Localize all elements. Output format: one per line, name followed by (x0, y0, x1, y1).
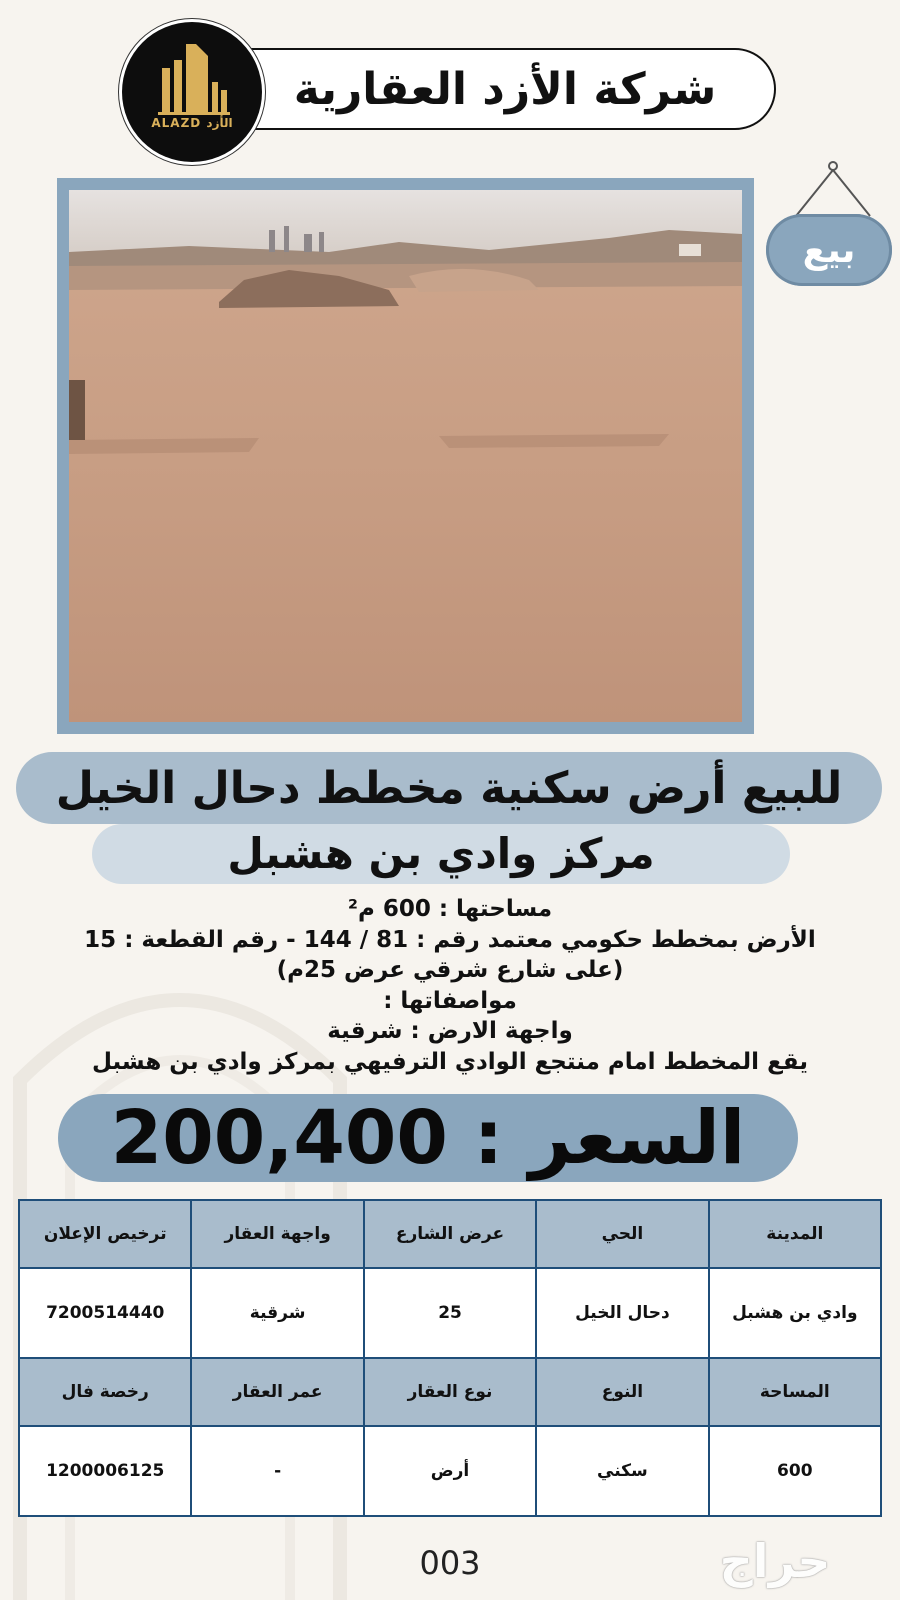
price: السعر : 200,400 (110, 1095, 746, 1181)
value-city: وادي بن هشبل (709, 1268, 881, 1358)
page-number: 003 (419, 1544, 481, 1582)
company-logo (122, 22, 262, 162)
header-property-type: نوع العقار (364, 1358, 536, 1426)
table-header-row (19, 1358, 881, 1426)
tag-hanger-icon (790, 160, 880, 220)
header-area: المساحة (709, 1358, 881, 1426)
header-facade: واجهة العقار (191, 1200, 363, 1268)
value-area: 600 (709, 1426, 881, 1516)
header-city: المدينة (709, 1200, 881, 1268)
watermark-text: حراج (719, 1534, 831, 1588)
table-header-row (19, 1200, 881, 1268)
header-ad-license: ترخيص الإعلان (19, 1200, 191, 1268)
detail-plan: الأرض بمخطط حكومي معتمد رقم : 81 / 144 - رقم القطعة : 15 (84, 926, 816, 953)
listing-subtitle: مركز وادي بن هشبل (227, 828, 655, 878)
value-property-age: - (191, 1426, 363, 1516)
listing-details (20, 894, 880, 1077)
sale-tag: بيع (766, 214, 892, 286)
property-info-table (18, 1199, 882, 1517)
table-row (19, 1268, 881, 1358)
value-property-type: أرض (364, 1426, 536, 1516)
property-photo (69, 190, 742, 722)
company-name: شركة الأزد العقارية (293, 63, 717, 115)
header-type: النوع (536, 1358, 708, 1426)
building-logo-icon (122, 22, 262, 162)
detail-street: (على شارع شرقي عرض 25م) (276, 957, 624, 983)
detail-location: يقع المخطط امام منتجع الوادي الترفيهي بمركز وادي بن هشبل (92, 1048, 808, 1075)
logo-text: ALAZD الأزد (151, 116, 233, 130)
header-property-age: عمر العقار (191, 1358, 363, 1426)
table-row (19, 1426, 881, 1516)
detail-facade: واجهة الارض : شرقية (327, 1018, 573, 1044)
header-street-width: عرض الشارع (364, 1200, 536, 1268)
haraj-watermark (660, 1528, 890, 1594)
detail-specs-heading: مواصفاتها : (383, 987, 517, 1014)
value-ad-license: 7200514440 (19, 1268, 191, 1358)
value-district: دحال الخيل (536, 1268, 708, 1358)
detail-area: مساحتها : 600 م² (347, 896, 553, 922)
value-fal-license: 1200006125 (19, 1426, 191, 1516)
listing-title: للبيع أرض سكنية مخطط دحال الخيل (55, 762, 843, 814)
value-type: سكني (536, 1426, 708, 1516)
value-street-width: 25 (364, 1268, 536, 1358)
value-facade: شرقية (191, 1268, 363, 1358)
property-photo-frame (57, 178, 754, 734)
header-district: الحي (536, 1200, 708, 1268)
header-fal-license: رخصة فال (19, 1358, 191, 1426)
